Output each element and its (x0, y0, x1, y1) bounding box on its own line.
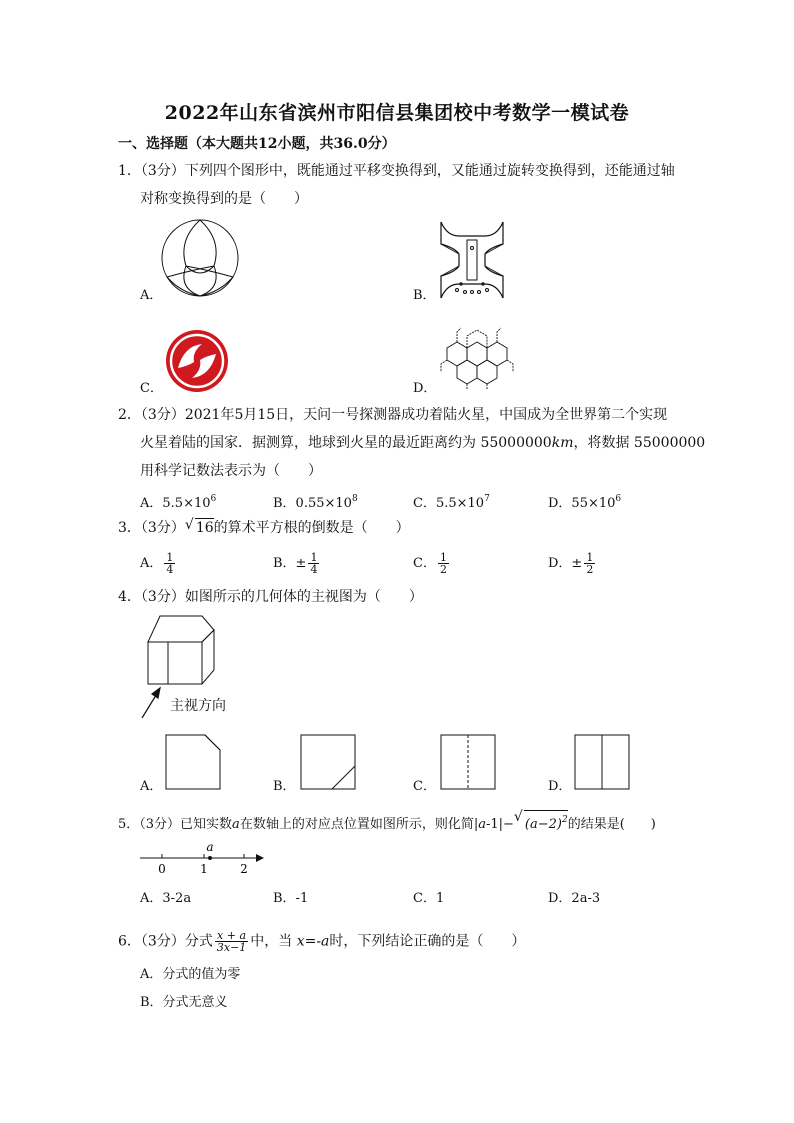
q6-text (118, 930, 525, 953)
q3-radicand: 16 (195, 520, 214, 536)
q2-text-line3: 用科学记数法表示为（ ） (140, 463, 322, 479)
q5-tick-2: 2 (240, 862, 248, 876)
q5-point-a (208, 856, 212, 860)
q1-text-line1: 1．（3分）下列四个图形中，既能通过平移变换得到，又能通过旋转变换得到，还能通过轴 (118, 163, 675, 179)
q3-prefix: 3．（3分） (118, 520, 185, 536)
q2-unit: km (551, 435, 574, 451)
q3-option-b-den: 4 (310, 563, 318, 576)
q4-option-c-figure (440, 734, 496, 790)
q6-fraction (215, 930, 248, 953)
q2-option-b-exp: 8 (351, 494, 358, 504)
q2-option-b-text: B．0.55×10 (273, 496, 352, 511)
q3-text (118, 518, 410, 537)
section-heading: 一、选择题（本大题共12小题，共36.0分） (118, 136, 396, 152)
q4-option-a-figure (165, 734, 221, 790)
q3-option-d-num: 1 (586, 551, 594, 564)
q1-option-b-label: B． (413, 288, 436, 303)
q5-text (118, 810, 656, 834)
q5-tick-0: 0 (158, 862, 166, 876)
q1-option-a-figure (160, 218, 240, 298)
q4-view-direction-label: 主视方向 (170, 698, 226, 714)
q2-option-a-exp: 6 (210, 494, 217, 504)
q5-tick-1: 1 (200, 862, 208, 876)
q2-text-line2-b: ，将数据 55000000 (573, 435, 706, 451)
q2-option-a-text: A．5.5×10 (140, 496, 211, 511)
q3-option-d-frac (584, 552, 595, 575)
q1-option-c-label: C． (140, 381, 163, 396)
q3-option-a-text: A． (140, 556, 163, 571)
q4-option-a-label: A． (140, 779, 163, 794)
q6-prefix: 6．（3分）分式 (118, 933, 213, 950)
q5-point-label: a (206, 840, 214, 854)
q4-option-c-label: C． (413, 779, 436, 794)
q3-option-c-text: C． (413, 556, 436, 571)
q5-sqrt (524, 810, 568, 834)
q1-option-c-logo (164, 328, 230, 394)
q3-option-c (413, 552, 451, 575)
q3-option-a (140, 552, 177, 575)
q3-option-d (548, 552, 597, 575)
q2-option-d-exp: 6 (615, 494, 622, 504)
q4-text: 4．（3分）如图所示的几何体的主视图为（ ） (118, 589, 423, 605)
q2-text-line2 (140, 434, 705, 452)
page-title: 2022年山东省滨州市阳信县集团校中考数学一模试卷 (164, 102, 630, 124)
q3-option-c-num: 1 (439, 551, 447, 564)
q5-number-line (140, 838, 270, 878)
q2-text-line2-a: 火星着陆的国家．据测算，地球到火星的最近距离约为 55000000 (140, 435, 552, 451)
q5-suffix: 的结果是( ) (567, 817, 656, 832)
q1-option-b-figure (437, 218, 507, 302)
q6-option-b: B．分式无意义 (140, 995, 228, 1010)
q2-option-d (548, 490, 621, 513)
q3-option-a-frac (164, 552, 175, 575)
q3-option-a-den: 4 (166, 563, 174, 576)
q6-suffix: 时，下列结论正确的是（ ） (329, 933, 526, 950)
q6-mid: 中，当 (250, 933, 297, 950)
q2-option-b (273, 490, 358, 513)
q2-option-d-text: D．55×10 (548, 496, 616, 511)
q6-condition: x=-a (296, 933, 330, 950)
q4-option-b-label: B． (273, 779, 296, 794)
q5-option-a: A．3-2a (140, 891, 192, 906)
q1-option-d-label: D． (413, 381, 437, 396)
q1-option-d-figure (437, 318, 517, 390)
q6-denominator: 3x−1 (216, 941, 247, 954)
q1-option-a-label: A． (140, 288, 163, 303)
q3-option-d-den: 2 (586, 563, 594, 576)
q3-suffix: 的算术平方根的倒数是（ ） (213, 520, 410, 536)
q5-radicand-exp: 2 (561, 815, 568, 825)
q5-option-c: C．1 (413, 891, 445, 906)
q5-prefix: 5．（3分）已知实数 (118, 817, 233, 832)
q3-option-b-text: B．± (273, 556, 307, 571)
q3-option-b-num: 1 (310, 551, 318, 564)
q3-option-c-den: 2 (439, 563, 447, 576)
q4-option-d-label: D． (548, 779, 572, 794)
q5-radicand: (a−2) (524, 817, 562, 832)
q2-option-c-text: C．5.5×10 (413, 496, 485, 511)
q6-option-a: A．分式的值为零 (140, 967, 241, 982)
q5-abs-tail: -1|− (485, 817, 514, 832)
q4-option-b-figure (300, 734, 356, 790)
q3-option-a-num: 1 (166, 551, 174, 564)
q3-sqrt (195, 518, 214, 537)
q2-option-c-exp: 7 (484, 494, 490, 504)
q3-option-b (273, 552, 321, 575)
q3-option-b-frac (308, 552, 319, 575)
q5-option-d: D．2a-3 (548, 891, 601, 906)
q2-option-c (413, 490, 490, 513)
q5-var: a (232, 817, 240, 832)
q2-option-a (140, 490, 216, 513)
q4-option-d-figure (574, 734, 630, 790)
q3-option-d-text: D．± (548, 556, 583, 571)
q5-option-b: B．-1 (273, 891, 309, 906)
q6-numerator: x + a (215, 930, 248, 942)
q1-text-line2: 对称变换得到的是（ ） (140, 191, 308, 207)
q3-option-c-frac (438, 552, 449, 575)
q5-abs-inner: a (478, 817, 486, 832)
q5-mid: 在数轴上的对应点位置如图所示，则化简| (239, 817, 479, 832)
q2-text-line1: 2．（3分）2021年5月15日，天问一号探测器成功着陆火星，中国成为全世界第二个实现 (118, 407, 668, 423)
